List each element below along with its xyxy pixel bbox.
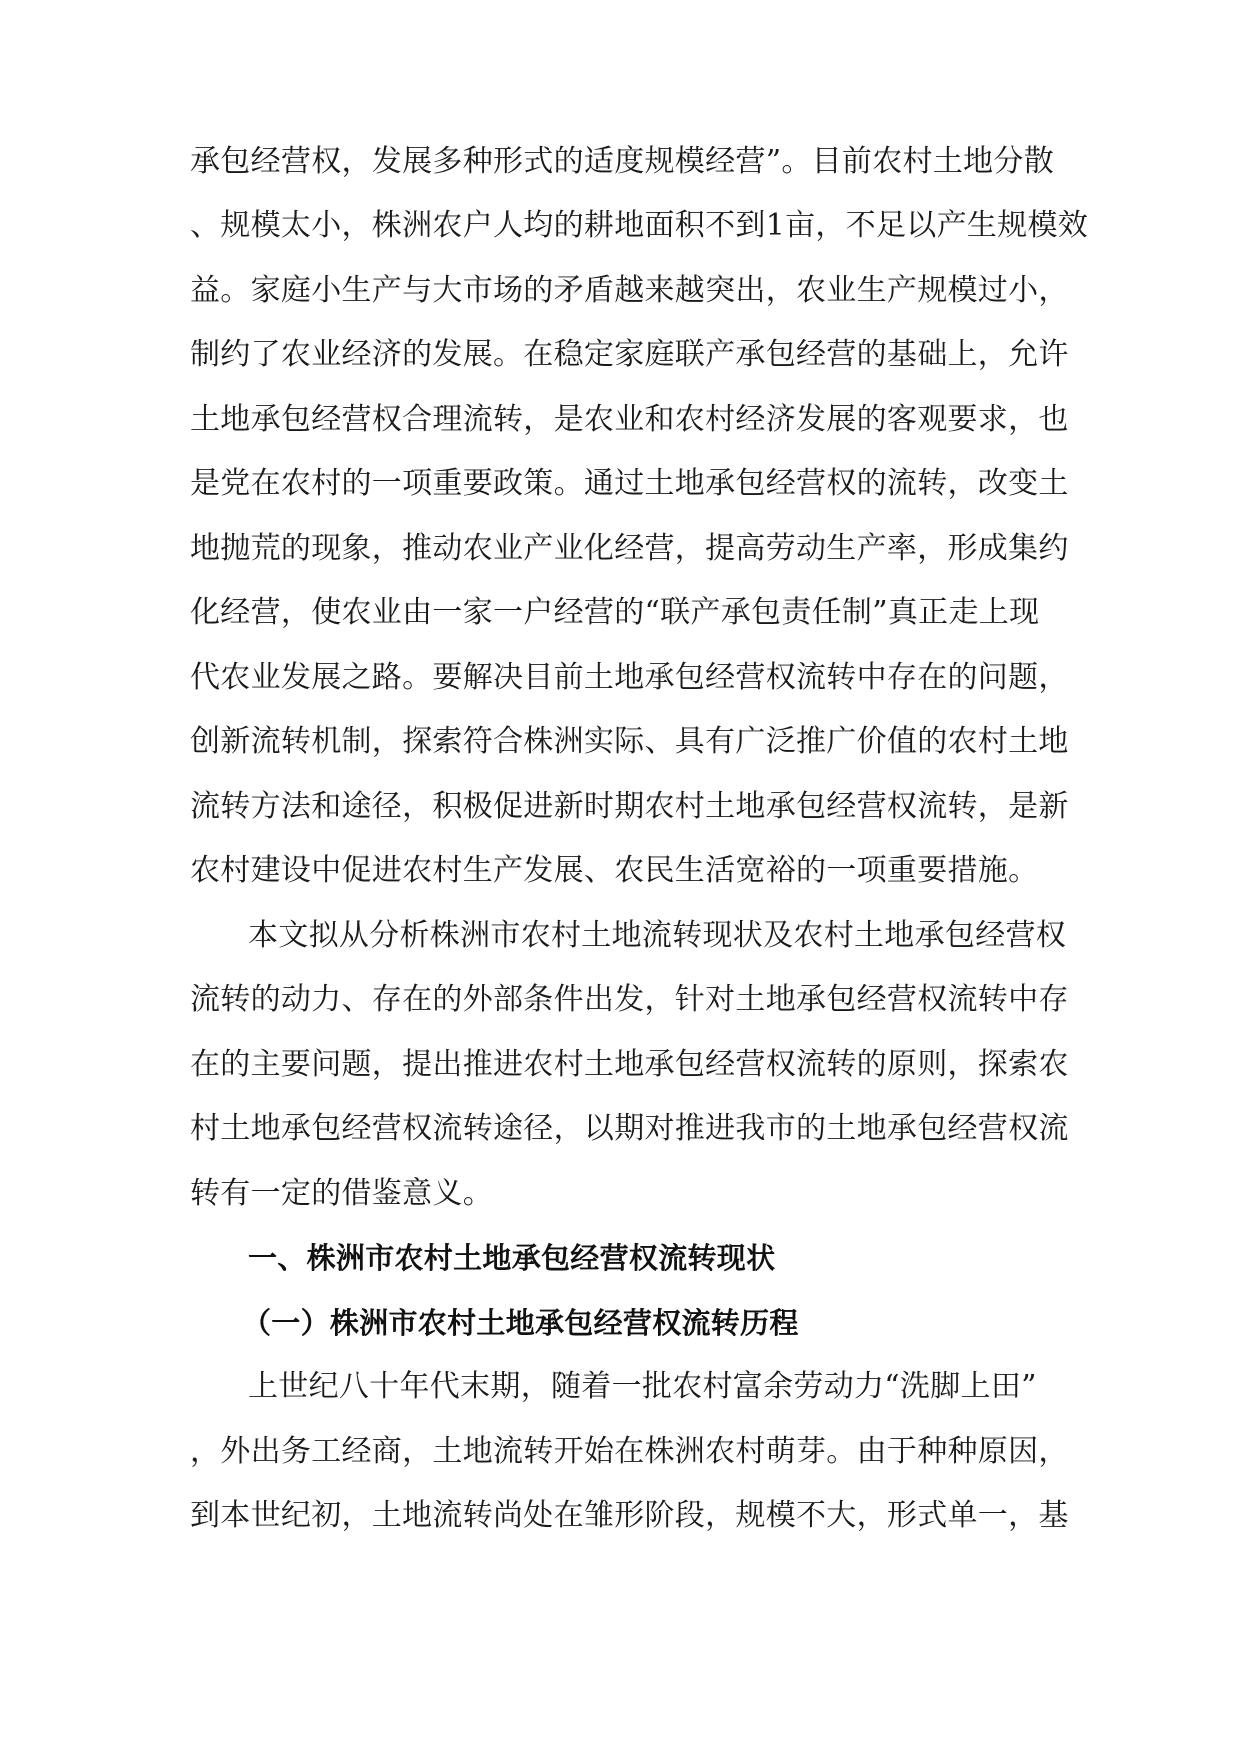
paragraph-line: 在的主要问题，提出推进农村土地承包经营权流转的原则，探索农 [190, 1047, 1069, 1082]
paragraph-line: ，外出务工经商，土地流转开始在株洲农村萌芽。由于种种原因， [190, 1434, 1069, 1469]
paragraph-line: 村土地承包经营权流转途径，以期对推进我市的土地承包经营权流 [190, 1111, 1069, 1146]
subsection-heading: （一）株洲市农村土地承包经营权流转历程 [242, 1306, 799, 1340]
paragraph-line: 制约了农业经济的发展。在稳定家庭联产承包经营的基础上，允许 [190, 337, 1069, 372]
paragraph-line: 承包经营权，发展多种形式的适度规模经营”。目前农村土地分散 [190, 144, 1055, 179]
section-heading: 一、株洲市农村土地承包经营权流转现状 [248, 1241, 776, 1275]
paragraph-line: 农村建设中促进农村生产发展、农民生活宽裕的一项重要措施。 [190, 853, 1039, 888]
paragraph-line: 流转方法和途径，积极促进新时期农村土地承包经营权流转，是新 [190, 789, 1069, 824]
paragraph-first-line: 上世纪八十年代末期，随着一批农村富余劳动力“洗脚上田” [248, 1369, 1037, 1404]
paragraph-line: 化经营，使农业由一家一户经营的“联产承包责任制”真正走上现 [190, 595, 1040, 630]
paragraph-line: 创新流转机制，探索符合株洲实际、具有广泛推广价值的农村土地 [190, 724, 1069, 759]
paragraph-line: 代农业发展之路。要解决目前土地承包经营权流转中存在的问题， [190, 660, 1069, 695]
paragraph-line: 益。家庭小生产与大市场的矛盾越来越突出，农业生产规模过小， [190, 273, 1069, 308]
paragraph-line: 流转的动力、存在的外部条件出发，针对土地承包经营权流转中存 [190, 982, 1069, 1017]
paragraph-line: 转有一定的借鉴意义。 [190, 1176, 493, 1211]
paragraph-first-line: 本文拟从分析株洲市农村土地流转现状及农村土地承包经营权 [248, 918, 1067, 953]
paragraph-line: 土地承包经营权合理流转，是农业和农村经济发展的客观要求，也 [190, 402, 1069, 437]
paragraph-line: 、规模太小，株洲农户人均的耕地面积不到1亩，不足以产生规模效 [190, 208, 1089, 243]
paragraph-line: 是党在农村的一项重要政策。通过土地承包经营权的流转，改变土 [190, 466, 1069, 501]
paragraph-line: 地抛荒的现象，推动农业产业化经营，提高劳动生产率，形成集约 [190, 531, 1069, 566]
paragraph-line: 到本世纪初，土地流转尚处在雏形阶段，规模不大，形式单一，基 [190, 1498, 1069, 1533]
